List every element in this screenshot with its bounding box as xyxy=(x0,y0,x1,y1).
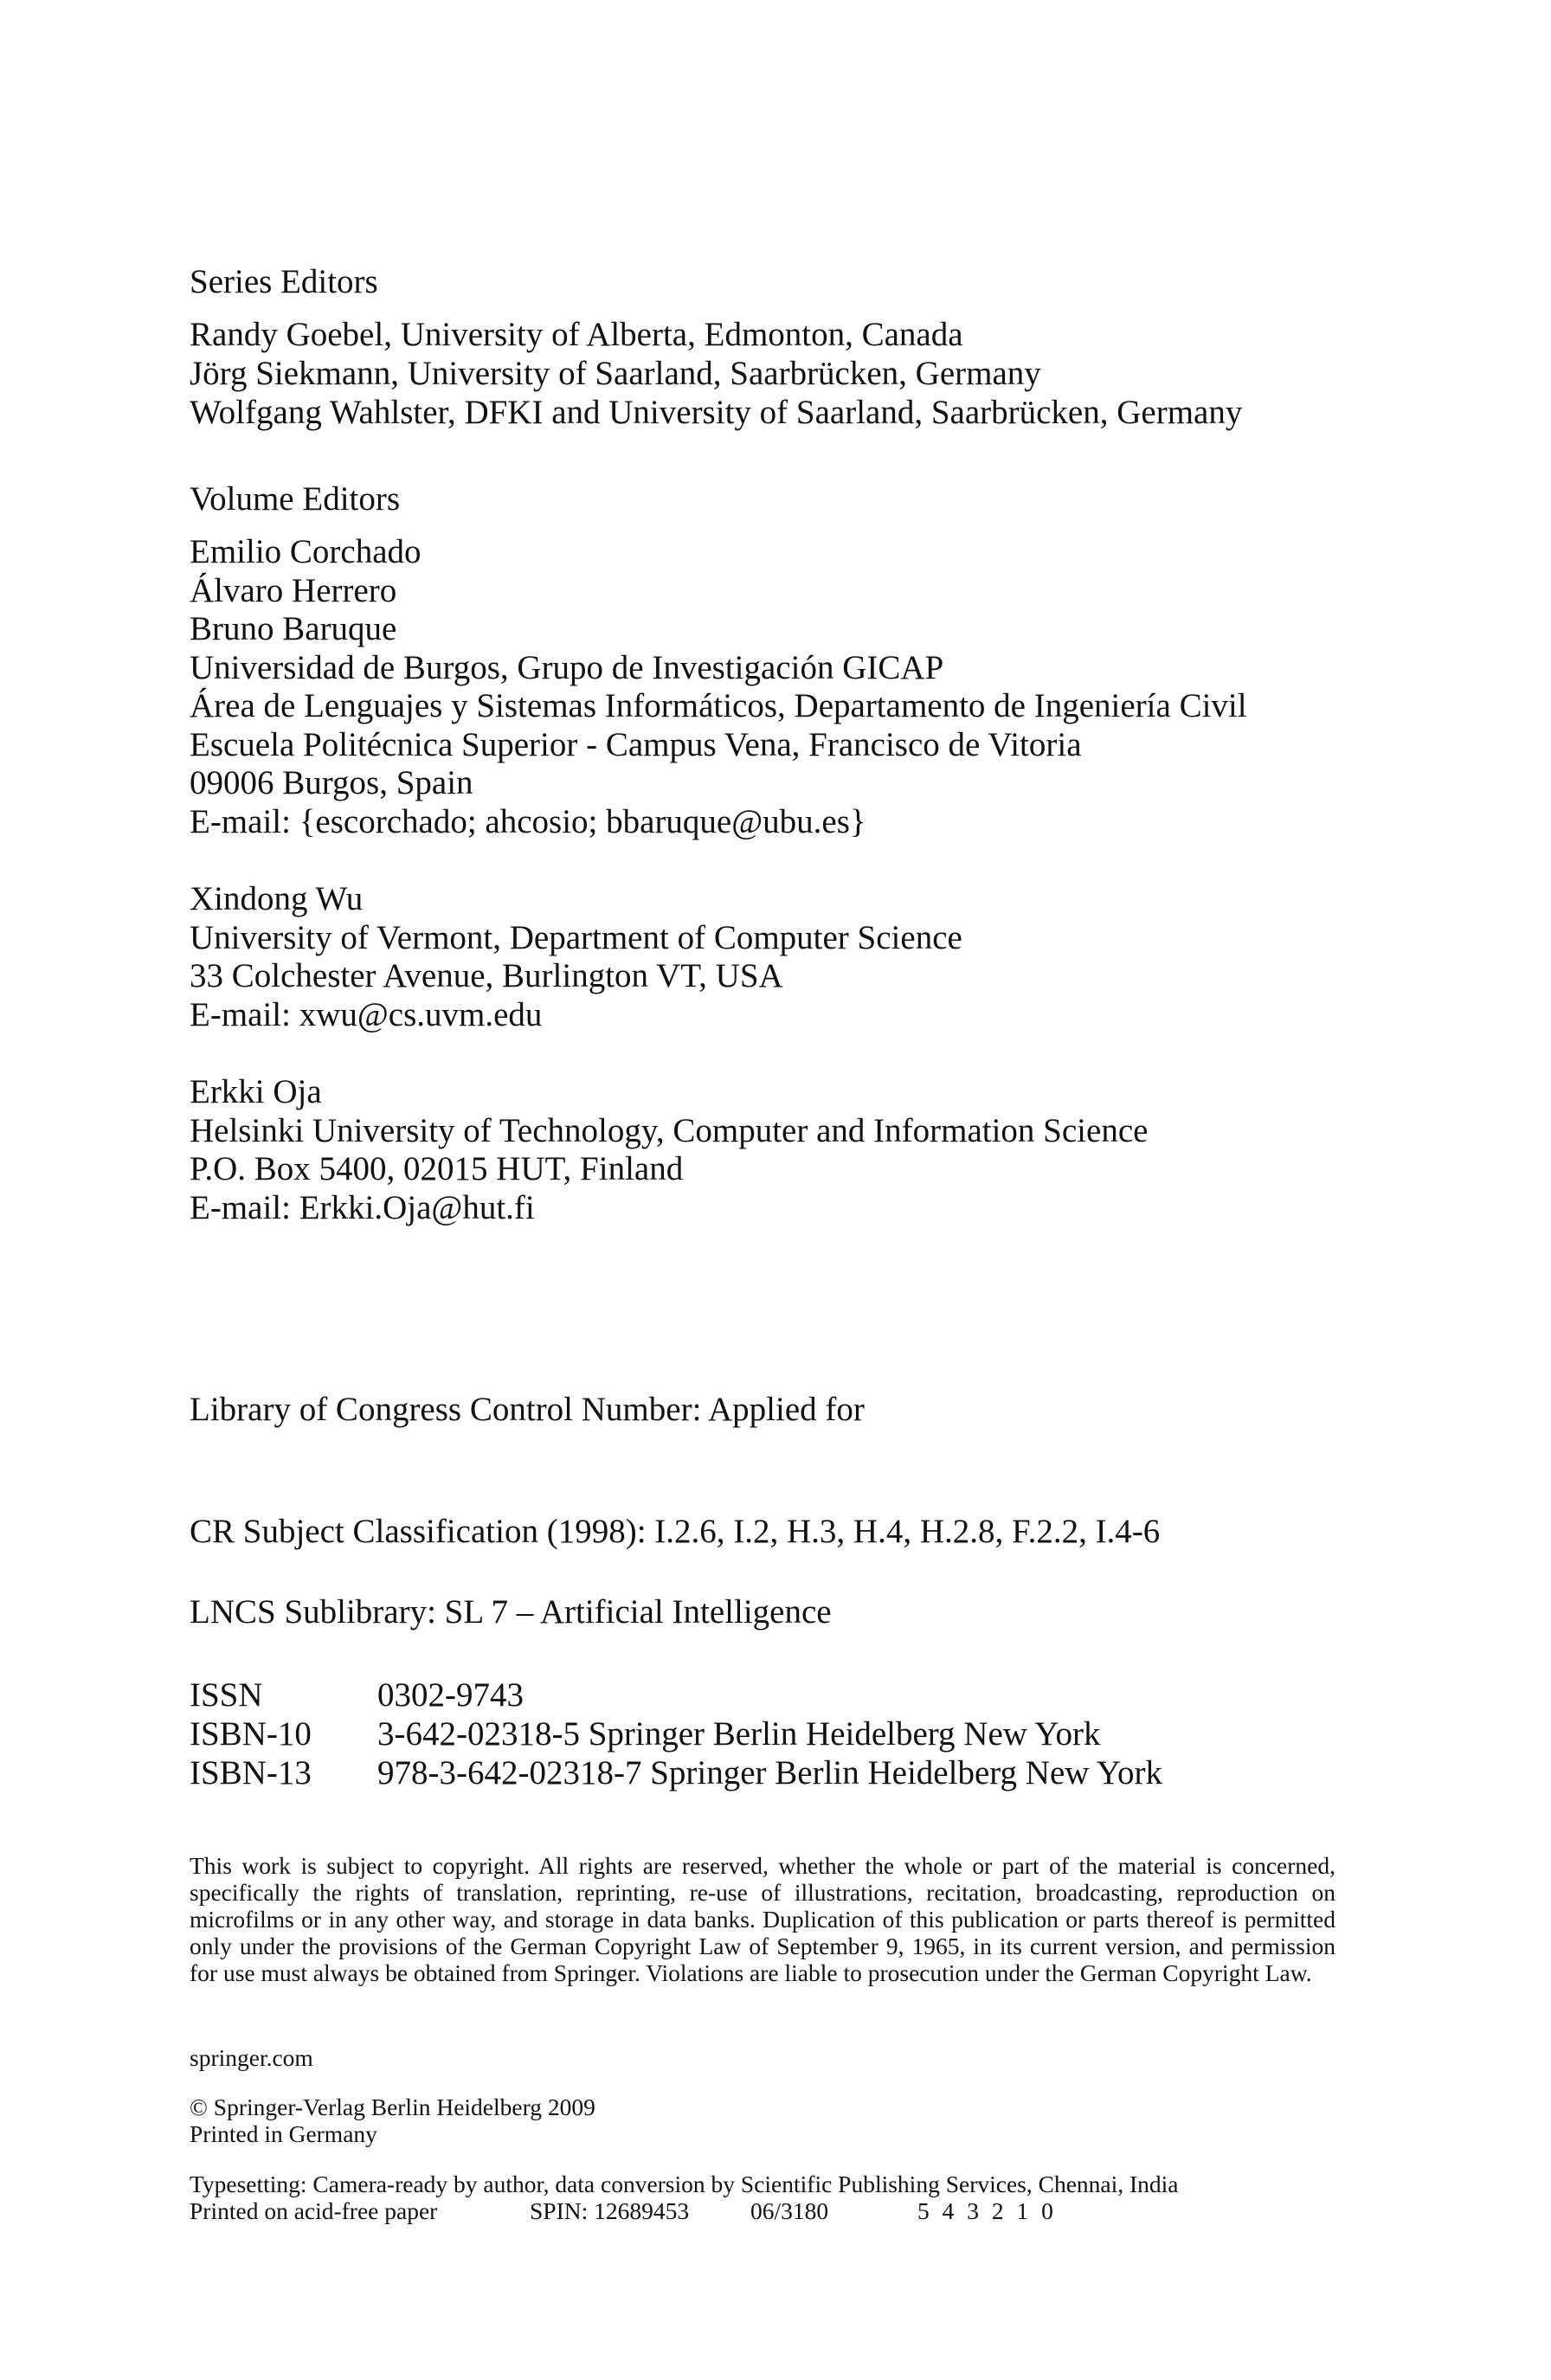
acid-free-paper: Printed on acid-free paper xyxy=(190,2197,438,2224)
series-editor-line: Randy Goebel, University of Alberta, Edmonton, Canada xyxy=(190,316,963,353)
copyright-notice: This work is subject to copyright. All rights are reserved, whether the whole or part of the material is concerned, specifically the rights of translation, reprinting, re-use of illustrations, recitation, broadcasting, reproduction on microfilms or in any other way, and storage in data banks. Duplication of this publication or parts thereof is permitted only under the provisions of the German Copyright Law of September 9, 1965, in its current version, and permission for use must always be obtained from Springer. Violations are liable to prosecution under the German Copyright Law. xyxy=(190,1852,1335,1986)
volume-editor-line: Helsinki University of Technology, Computer and Information Science xyxy=(190,1112,1149,1149)
cr-classification-line: CR Subject Classification (1998): I.2.6, I.2, H.3, H.4, H.2.8, F.2.2, I.4-6 xyxy=(190,1513,1161,1550)
series-editors-heading: Series Editors xyxy=(190,263,378,300)
copyright-line: © Springer-Verlag Berlin Heidelberg 2009 xyxy=(190,2094,595,2120)
typesetting-line: Typesetting: Camera-ready by author, data conversion by Scientific Publishing Services, Chennai, India xyxy=(190,2171,1179,2197)
print-sequence: 5 4 3 2 1 0 xyxy=(917,2197,1057,2224)
isbn13-label: ISBN-13 xyxy=(190,1754,312,1791)
spin-number: SPIN: 12689453 xyxy=(530,2197,690,2224)
volume-editor-line: Escuela Politécnica Superior - Campus Vena, Francisco de Vitoria xyxy=(190,726,1082,763)
website-line: springer.com xyxy=(190,2044,313,2071)
series-editor-line: Jörg Siekmann, University of Saarland, Saarbrücken, Germany xyxy=(190,355,1041,392)
volume-editor-line: Área de Lenguajes y Sistemas Informáticos, Departamento de Ingeniería Civil xyxy=(190,687,1247,724)
volume-editor-email: E-mail: Erkki.Oja@hut.fi xyxy=(190,1189,535,1226)
library-of-congress-line: Library of Congress Control Number: Applied for xyxy=(190,1391,865,1428)
issn-value: 0302-9743 xyxy=(377,1676,524,1714)
volume-editor-email: E-mail: {escorchado; ahcosio; bbaruque@ubu.es} xyxy=(190,803,866,840)
volume-editor-line: 09006 Burgos, Spain xyxy=(190,764,473,801)
isbn13-value: 978-3-642-02318-7 Springer Berlin Heidelberg New York xyxy=(377,1754,1162,1791)
isbn10-value: 3-642-02318-5 Springer Berlin Heidelberg New York xyxy=(377,1715,1101,1753)
volume-editor-line: Erkki Oja xyxy=(190,1073,322,1110)
isbn10-label: ISBN-10 xyxy=(190,1715,312,1753)
volume-editor-line: Emilio Corchado xyxy=(190,533,422,570)
volume-editor-email: E-mail: xwu@cs.uvm.edu xyxy=(190,996,543,1033)
volume-editor-line: Bruno Baruque xyxy=(190,610,397,647)
volume-editor-line: P.O. Box 5400, 02015 HUT, Finland xyxy=(190,1150,684,1187)
series-editor-line: Wolfgang Wahlster, DFKI and University of Saarland, Saarbrücken, Germany xyxy=(190,394,1243,431)
volume-editor-line: Xindong Wu xyxy=(190,880,364,917)
printed-in-line: Printed in Germany xyxy=(190,2120,377,2147)
volume-editor-line: University of Vermont, Department of Computer Science xyxy=(190,919,962,956)
volume-editor-line: 33 Colchester Avenue, Burlington VT, USA xyxy=(190,957,783,994)
volume-editor-line: Álvaro Herrero xyxy=(190,572,397,609)
lncs-sublibrary-line: LNCS Sublibrary: SL 7 – Artificial Intelligence xyxy=(190,1593,832,1631)
issn-label: ISSN xyxy=(190,1676,263,1714)
volume-editor-line: Universidad de Burgos, Grupo de Investigación GICAP xyxy=(190,649,944,686)
volume-editors-heading: Volume Editors xyxy=(190,480,401,518)
print-code: 06/3180 xyxy=(750,2197,829,2224)
